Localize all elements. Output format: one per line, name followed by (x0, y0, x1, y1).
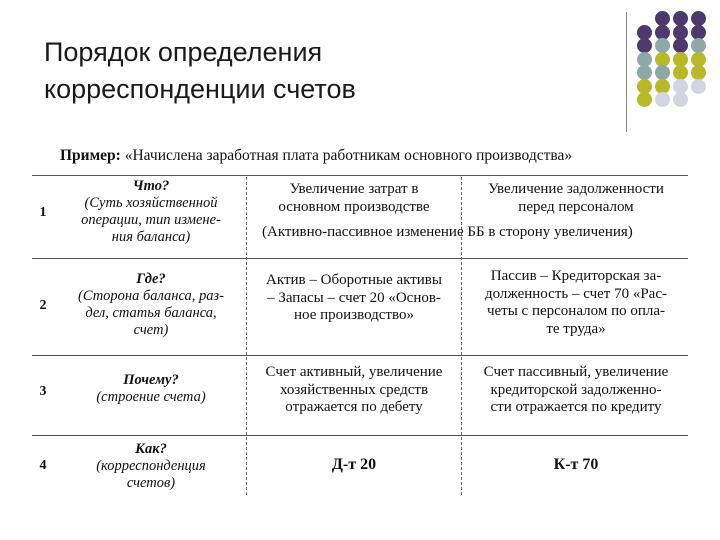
row-description-line: счетов) (126, 475, 176, 491)
row-number: 2 (39, 298, 47, 313)
title-divider (626, 12, 627, 132)
row-number: 4 (39, 458, 47, 473)
row-description-line: дел, статья баланса, (85, 305, 217, 321)
row-question: Как? (135, 441, 167, 457)
decorative-dot (655, 65, 670, 80)
decorative-dot (673, 38, 688, 53)
row-credit-cell (464, 364, 688, 417)
cell-line: Счет активный, увеличение (265, 364, 443, 380)
cell-line: долженность – счет 70 «Рас- (485, 285, 667, 302)
row-description-line: ния баланса) (111, 229, 191, 245)
example-text: «Начислена заработная плата работникам основного производства» (120, 147, 573, 164)
row-question-cell (58, 372, 244, 406)
decorative-dot-grid (637, 11, 717, 107)
cell-line: Увеличение задолженности (488, 181, 664, 197)
decorative-dot (673, 65, 688, 80)
table-row-divider (32, 435, 688, 436)
row-description-line: (Сторона баланса, раз- (77, 288, 225, 304)
decorative-dot (673, 11, 688, 26)
table-row-divider (32, 355, 688, 356)
decorative-dot (655, 38, 670, 53)
row-credit-cell (464, 268, 688, 338)
cell-line: Счет пассивный, увеличение (483, 364, 669, 380)
row-description-line: счет) (133, 322, 169, 338)
row-credit-cell (464, 181, 688, 216)
cell-line: Увеличение затрат в (289, 181, 419, 197)
row-question-cell (58, 178, 244, 246)
balance-change-note: (Активно-пассивное изменение ББ в сторону увеличения) (262, 224, 633, 240)
row-question: Где? (136, 271, 166, 287)
decorative-dot (655, 11, 670, 26)
row-question-cell (58, 271, 244, 339)
row-debit-cell (250, 272, 458, 325)
table-top-border (32, 175, 688, 176)
cell-line: Д-т 20 (331, 456, 377, 473)
row-debit-cell (250, 364, 458, 417)
cell-line: те труда» (546, 320, 606, 337)
decorative-dot (637, 65, 652, 80)
debit-account-entry (250, 456, 458, 474)
row-number: 3 (39, 384, 47, 399)
row-description-line: (Суть хозяйственной (84, 195, 218, 211)
table-row-divider (32, 258, 688, 259)
cell-line: ное производство» (294, 307, 414, 323)
row-description-line: (строение счета) (96, 389, 206, 405)
credit-account-entry (464, 456, 688, 474)
cell-line: основном производстве (278, 198, 430, 215)
row-question: Что? (132, 178, 170, 194)
slide-title-line-2: корреспонденции счетов (44, 74, 356, 104)
row-number: 1 (39, 205, 47, 220)
cell-line: хозяйственных средств (279, 381, 429, 398)
row-question: Почему? (123, 372, 179, 388)
decorative-dot (691, 65, 706, 80)
row-description-line: операции, тип измене- (81, 212, 221, 228)
slide-title-line-1: Порядок определения (44, 37, 323, 67)
decorative-dot (691, 79, 706, 94)
decorative-dot (637, 38, 652, 53)
cell-line: Актив – Оборотные активы (266, 272, 442, 288)
example-line (60, 147, 680, 165)
row-description-line: (корреспонденция (96, 458, 206, 474)
table-column-divider (246, 177, 247, 495)
slide-title (44, 34, 584, 108)
decorative-dot (637, 92, 652, 107)
cell-line: кредиторской задолженно- (490, 381, 662, 398)
cell-line: сти отражается по кредиту (490, 399, 662, 415)
cell-line: перед персоналом (518, 198, 634, 215)
cell-line: – Запасы – счет 20 «Основ- (267, 289, 441, 306)
cell-line: четы с персоналом по опла- (486, 303, 666, 319)
cell-line: отражается по дебету (285, 399, 423, 415)
decorative-dot (673, 92, 688, 107)
row-question-cell (58, 441, 244, 492)
cell-line: Пассив – Кредиторская за- (490, 268, 662, 284)
decorative-dot (655, 92, 670, 107)
row-debit-cell (250, 181, 458, 216)
decorative-dot (691, 38, 706, 53)
cell-line: К-т 70 (553, 456, 599, 473)
decorative-dot (691, 11, 706, 26)
example-label: Пример: (60, 147, 121, 164)
